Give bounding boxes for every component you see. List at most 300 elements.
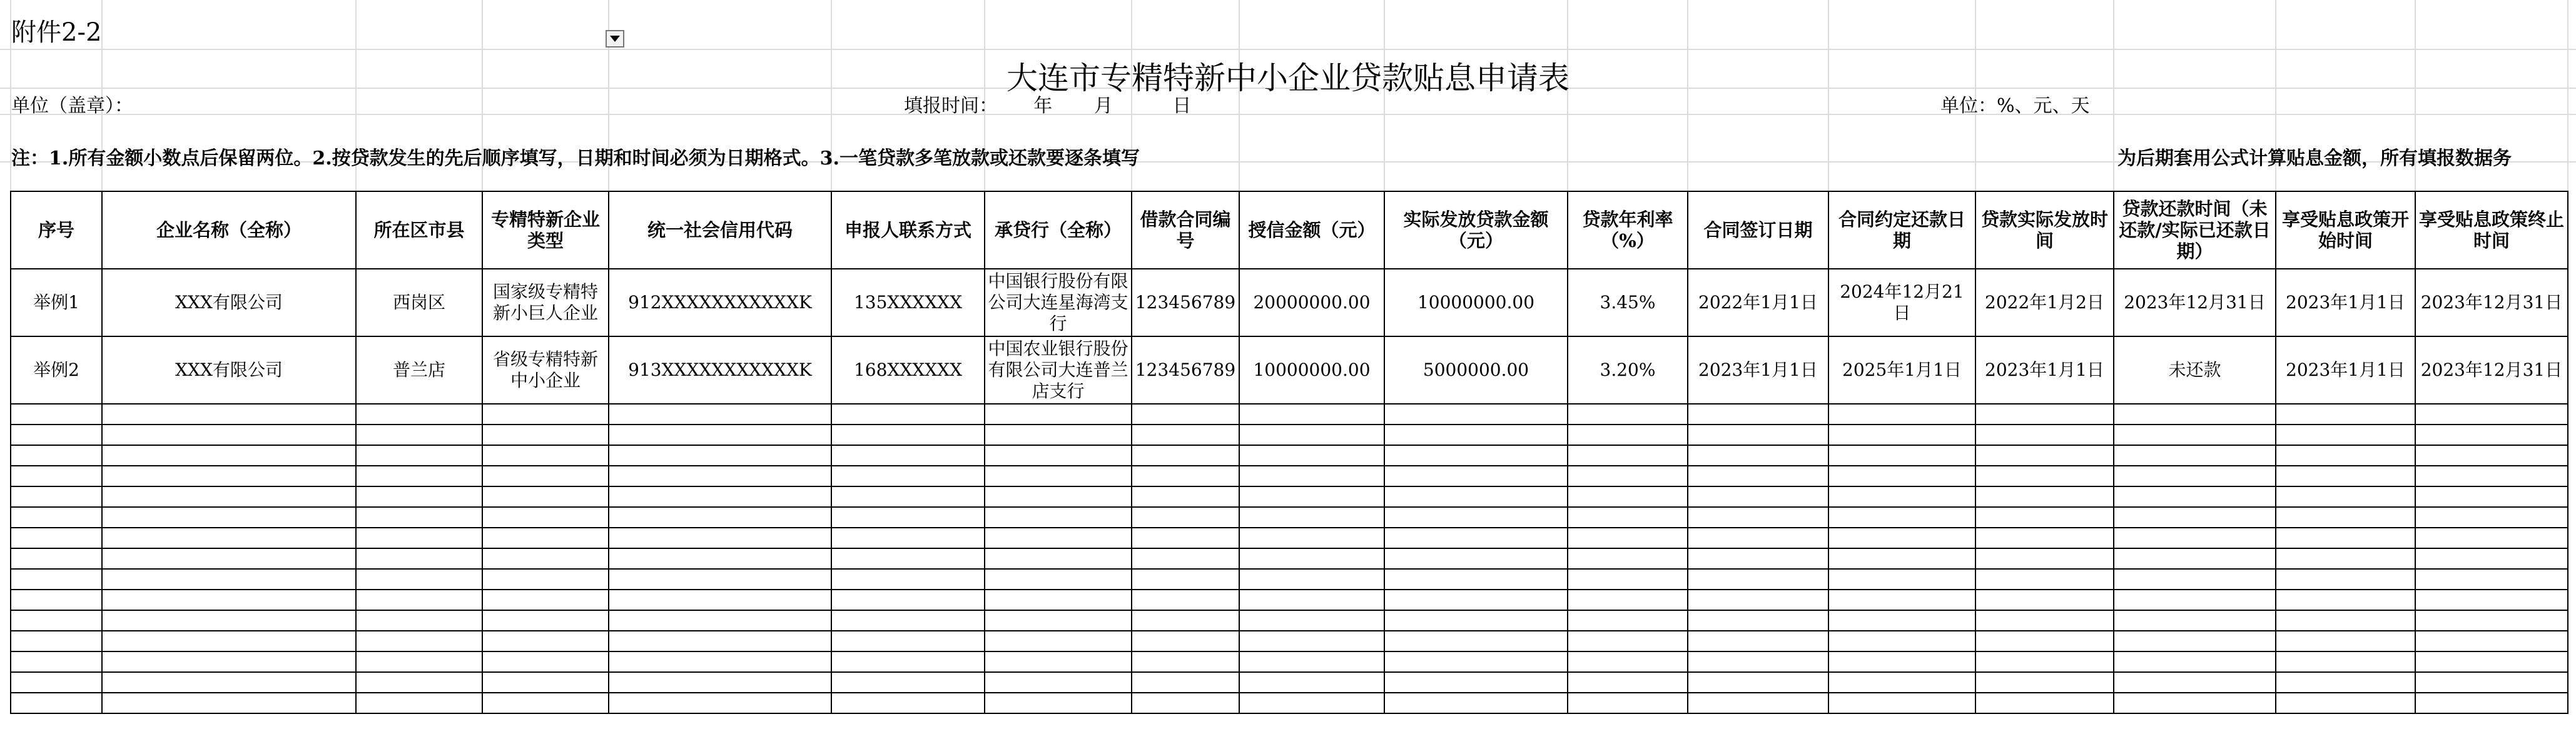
empty-cell[interactable] <box>482 466 609 486</box>
empty-cell[interactable] <box>2276 486 2415 507</box>
empty-cell[interactable] <box>102 507 356 528</box>
empty-cell[interactable] <box>985 693 1132 713</box>
dropdown-button[interactable] <box>606 30 624 48</box>
empty-cell[interactable] <box>1132 651 1239 672</box>
table-cell[interactable]: 2023年12月31日 <box>2415 336 2568 404</box>
empty-cell[interactable] <box>1828 548 1975 569</box>
table-cell[interactable]: 西岗区 <box>356 269 482 336</box>
empty-cell[interactable] <box>102 590 356 610</box>
empty-cell[interactable] <box>1568 631 1688 651</box>
table-cell[interactable]: 10000000.00 <box>1239 336 1384 404</box>
empty-cell[interactable] <box>2415 631 2568 651</box>
table-cell[interactable]: 普兰店 <box>356 336 482 404</box>
empty-cell[interactable] <box>1239 445 1384 466</box>
empty-cell[interactable] <box>11 466 102 486</box>
table-cell[interactable]: 168XXXXXX <box>831 336 985 404</box>
empty-cell[interactable] <box>609 569 831 590</box>
table-cell[interactable]: XXX有限公司 <box>102 336 356 404</box>
empty-cell[interactable] <box>356 569 482 590</box>
empty-cell[interactable] <box>1828 631 1975 651</box>
empty-cell[interactable] <box>1828 466 1975 486</box>
empty-cell[interactable] <box>1132 507 1239 528</box>
table-cell[interactable]: 5000000.00 <box>1384 336 1568 404</box>
empty-cell[interactable] <box>985 507 1132 528</box>
empty-cell[interactable] <box>11 693 102 713</box>
empty-cell[interactable] <box>1688 548 1828 569</box>
empty-cell[interactable] <box>609 507 831 528</box>
empty-cell[interactable] <box>1384 466 1568 486</box>
empty-cell[interactable] <box>2415 569 2568 590</box>
empty-cell[interactable] <box>102 445 356 466</box>
empty-cell[interactable] <box>1688 631 1828 651</box>
empty-cell[interactable] <box>1384 445 1568 466</box>
empty-cell[interactable] <box>985 486 1132 507</box>
empty-cell[interactable] <box>1132 466 1239 486</box>
empty-cell[interactable] <box>1688 569 1828 590</box>
empty-cell[interactable] <box>2276 651 2415 672</box>
empty-cell[interactable] <box>1975 610 2114 631</box>
empty-cell[interactable] <box>2114 528 2276 548</box>
empty-cell[interactable] <box>11 507 102 528</box>
header-cell[interactable]: 贷款实际发放时间 <box>1975 191 2114 269</box>
empty-cell[interactable] <box>1688 425 1828 445</box>
empty-cell[interactable] <box>2415 404 2568 425</box>
empty-cell[interactable] <box>482 507 609 528</box>
empty-cell[interactable] <box>1975 486 2114 507</box>
empty-cell[interactable] <box>1975 548 2114 569</box>
header-cell[interactable]: 序号 <box>11 191 102 269</box>
empty-cell[interactable] <box>2276 466 2415 486</box>
empty-cell[interactable] <box>831 404 985 425</box>
empty-cell[interactable] <box>2415 693 2568 713</box>
empty-cell[interactable] <box>985 631 1132 651</box>
empty-cell[interactable] <box>1132 548 1239 569</box>
empty-cell[interactable] <box>1239 651 1384 672</box>
empty-cell[interactable] <box>609 548 831 569</box>
empty-cell[interactable] <box>1975 672 2114 693</box>
empty-cell[interactable] <box>985 528 1132 548</box>
empty-cell[interactable] <box>1239 466 1384 486</box>
empty-cell[interactable] <box>356 631 482 651</box>
empty-cell[interactable] <box>482 404 609 425</box>
empty-cell[interactable] <box>356 466 482 486</box>
empty-cell[interactable] <box>985 466 1132 486</box>
empty-cell[interactable] <box>102 651 356 672</box>
empty-cell[interactable] <box>1239 425 1384 445</box>
empty-cell[interactable] <box>1568 445 1688 466</box>
empty-cell[interactable] <box>1975 693 2114 713</box>
empty-cell[interactable] <box>985 445 1132 466</box>
empty-cell[interactable] <box>482 631 609 651</box>
table-cell[interactable]: 135XXXXXX <box>831 269 985 336</box>
empty-cell[interactable] <box>609 486 831 507</box>
empty-cell[interactable] <box>2415 528 2568 548</box>
empty-cell[interactable] <box>1239 610 1384 631</box>
empty-cell[interactable] <box>1384 693 1568 713</box>
empty-cell[interactable] <box>2114 507 2276 528</box>
header-cell[interactable]: 专精特新企业类型 <box>482 191 609 269</box>
empty-cell[interactable] <box>1828 590 1975 610</box>
empty-cell[interactable] <box>609 651 831 672</box>
empty-cell[interactable] <box>482 651 609 672</box>
empty-cell[interactable] <box>11 548 102 569</box>
empty-cell[interactable] <box>2114 548 2276 569</box>
empty-cell[interactable] <box>831 528 985 548</box>
empty-cell[interactable] <box>482 672 609 693</box>
empty-cell[interactable] <box>2415 445 2568 466</box>
empty-cell[interactable] <box>1239 672 1384 693</box>
empty-cell[interactable] <box>1132 590 1239 610</box>
empty-cell[interactable] <box>11 528 102 548</box>
empty-cell[interactable] <box>1828 486 1975 507</box>
empty-cell[interactable] <box>1828 507 1975 528</box>
empty-cell[interactable] <box>1384 590 1568 610</box>
empty-cell[interactable] <box>1568 466 1688 486</box>
empty-cell[interactable] <box>1384 425 1568 445</box>
empty-cell[interactable] <box>1132 672 1239 693</box>
header-cell[interactable]: 统一社会信用代码 <box>609 191 831 269</box>
empty-cell[interactable] <box>2415 610 2568 631</box>
empty-cell[interactable] <box>831 693 985 713</box>
empty-cell[interactable] <box>1568 404 1688 425</box>
empty-cell[interactable] <box>1828 672 1975 693</box>
empty-cell[interactable] <box>1688 590 1828 610</box>
empty-cell[interactable] <box>356 672 482 693</box>
empty-cell[interactable] <box>482 425 609 445</box>
empty-cell[interactable] <box>1239 507 1384 528</box>
empty-cell[interactable] <box>1132 610 1239 631</box>
empty-cell[interactable] <box>609 528 831 548</box>
table-cell[interactable]: 10000000.00 <box>1384 269 1568 336</box>
empty-cell[interactable] <box>1828 445 1975 466</box>
empty-cell[interactable] <box>1975 651 2114 672</box>
empty-cell[interactable] <box>831 569 985 590</box>
table-cell[interactable]: 912XXXXXXXXXXXK <box>609 269 831 336</box>
header-cell[interactable]: 贷款还款时间（未还款/实际已还款日期） <box>2114 191 2276 269</box>
table-cell[interactable]: 举例1 <box>11 269 102 336</box>
empty-cell[interactable] <box>831 486 985 507</box>
empty-cell[interactable] <box>831 548 985 569</box>
empty-cell[interactable] <box>102 610 356 631</box>
empty-cell[interactable] <box>1975 590 2114 610</box>
empty-cell[interactable] <box>1688 404 1828 425</box>
empty-cell[interactable] <box>1828 425 1975 445</box>
empty-cell[interactable] <box>985 651 1132 672</box>
empty-cell[interactable] <box>2276 548 2415 569</box>
empty-cell[interactable] <box>356 590 482 610</box>
empty-cell[interactable] <box>11 610 102 631</box>
empty-cell[interactable] <box>609 466 831 486</box>
empty-cell[interactable] <box>985 569 1132 590</box>
empty-cell[interactable] <box>2114 404 2276 425</box>
empty-cell[interactable] <box>482 693 609 713</box>
empty-cell[interactable] <box>356 610 482 631</box>
empty-cell[interactable] <box>831 651 985 672</box>
empty-cell[interactable] <box>2114 445 2276 466</box>
empty-cell[interactable] <box>102 672 356 693</box>
empty-cell[interactable] <box>609 631 831 651</box>
empty-cell[interactable] <box>2276 507 2415 528</box>
empty-cell[interactable] <box>1568 425 1688 445</box>
header-cell[interactable]: 企业名称（全称） <box>102 191 356 269</box>
empty-cell[interactable] <box>831 445 985 466</box>
empty-cell[interactable] <box>1239 548 1384 569</box>
empty-cell[interactable] <box>2114 569 2276 590</box>
empty-cell[interactable] <box>1975 528 2114 548</box>
table-cell[interactable]: 2023年1月1日 <box>1975 336 2114 404</box>
empty-cell[interactable] <box>356 693 482 713</box>
empty-cell[interactable] <box>2415 466 2568 486</box>
empty-cell[interactable] <box>831 631 985 651</box>
empty-cell[interactable] <box>1132 486 1239 507</box>
table-cell[interactable]: 123456789 <box>1132 336 1239 404</box>
table-cell[interactable]: 20000000.00 <box>1239 269 1384 336</box>
empty-cell[interactable] <box>102 548 356 569</box>
empty-cell[interactable] <box>609 404 831 425</box>
header-cell[interactable]: 借款合同编号 <box>1132 191 1239 269</box>
empty-cell[interactable] <box>1132 425 1239 445</box>
empty-cell[interactable] <box>1975 507 2114 528</box>
empty-cell[interactable] <box>1828 693 1975 713</box>
empty-cell[interactable] <box>2276 590 2415 610</box>
empty-cell[interactable] <box>2114 672 2276 693</box>
empty-cell[interactable] <box>831 507 985 528</box>
empty-cell[interactable] <box>1568 528 1688 548</box>
empty-cell[interactable] <box>1132 404 1239 425</box>
empty-cell[interactable] <box>1568 590 1688 610</box>
empty-cell[interactable] <box>1384 672 1568 693</box>
empty-cell[interactable] <box>2114 631 2276 651</box>
header-cell[interactable]: 所在区市县 <box>356 191 482 269</box>
empty-cell[interactable] <box>1568 651 1688 672</box>
empty-cell[interactable] <box>2114 466 2276 486</box>
table-cell[interactable]: 2023年12月31日 <box>2114 269 2276 336</box>
empty-cell[interactable] <box>985 404 1132 425</box>
empty-cell[interactable] <box>102 528 356 548</box>
empty-cell[interactable] <box>1688 693 1828 713</box>
empty-cell[interactable] <box>609 425 831 445</box>
header-cell[interactable]: 合同签订日期 <box>1688 191 1828 269</box>
empty-cell[interactable] <box>356 425 482 445</box>
empty-cell[interactable] <box>1384 631 1568 651</box>
empty-cell[interactable] <box>2276 631 2415 651</box>
empty-cell[interactable] <box>11 486 102 507</box>
empty-cell[interactable] <box>1688 651 1828 672</box>
empty-cell[interactable] <box>356 528 482 548</box>
empty-cell[interactable] <box>1975 404 2114 425</box>
empty-cell[interactable] <box>1132 693 1239 713</box>
empty-cell[interactable] <box>1975 466 2114 486</box>
empty-cell[interactable] <box>482 569 609 590</box>
empty-cell[interactable] <box>985 425 1132 445</box>
table-cell[interactable]: 2024年12月21日 <box>1828 269 1975 336</box>
empty-cell[interactable] <box>2114 651 2276 672</box>
empty-cell[interactable] <box>1384 610 1568 631</box>
empty-cell[interactable] <box>1688 486 1828 507</box>
empty-cell[interactable] <box>1688 610 1828 631</box>
empty-cell[interactable] <box>2276 445 2415 466</box>
empty-cell[interactable] <box>11 445 102 466</box>
empty-cell[interactable] <box>102 693 356 713</box>
empty-cell[interactable] <box>1384 548 1568 569</box>
empty-cell[interactable] <box>1239 693 1384 713</box>
table-cell[interactable]: 国家级专精特新小巨人企业 <box>482 269 609 336</box>
empty-cell[interactable] <box>2415 651 2568 672</box>
table-cell[interactable]: XXX有限公司 <box>102 269 356 336</box>
empty-cell[interactable] <box>2415 672 2568 693</box>
empty-cell[interactable] <box>102 486 356 507</box>
empty-cell[interactable] <box>985 672 1132 693</box>
empty-cell[interactable] <box>1688 528 1828 548</box>
header-cell[interactable]: 享受贴息政策开始时间 <box>2276 191 2415 269</box>
empty-cell[interactable] <box>985 548 1132 569</box>
empty-cell[interactable] <box>1688 672 1828 693</box>
table-cell[interactable]: 中国银行股份有限公司大连星海湾支行 <box>985 269 1132 336</box>
empty-cell[interactable] <box>1239 590 1384 610</box>
empty-cell[interactable] <box>2114 610 2276 631</box>
empty-cell[interactable] <box>1975 445 2114 466</box>
empty-cell[interactable] <box>11 425 102 445</box>
empty-cell[interactable] <box>2415 548 2568 569</box>
empty-cell[interactable] <box>1384 569 1568 590</box>
empty-cell[interactable] <box>2276 693 2415 713</box>
table-cell[interactable]: 未还款 <box>2114 336 2276 404</box>
empty-cell[interactable] <box>356 507 482 528</box>
empty-cell[interactable] <box>2276 610 2415 631</box>
empty-cell[interactable] <box>1688 445 1828 466</box>
empty-cell[interactable] <box>2114 486 2276 507</box>
table-cell[interactable]: 2022年1月2日 <box>1975 269 2114 336</box>
empty-cell[interactable] <box>1239 569 1384 590</box>
empty-cell[interactable] <box>1384 507 1568 528</box>
table-cell[interactable]: 省级专精特新中小企业 <box>482 336 609 404</box>
header-cell[interactable]: 贷款年利率（%） <box>1568 191 1688 269</box>
empty-cell[interactable] <box>2415 590 2568 610</box>
table-cell[interactable]: 2023年1月1日 <box>2276 269 2415 336</box>
empty-cell[interactable] <box>1132 631 1239 651</box>
empty-cell[interactable] <box>2276 404 2415 425</box>
empty-cell[interactable] <box>2276 425 2415 445</box>
empty-cell[interactable] <box>1239 528 1384 548</box>
empty-cell[interactable] <box>1384 528 1568 548</box>
empty-cell[interactable] <box>831 466 985 486</box>
empty-cell[interactable] <box>1975 569 2114 590</box>
empty-cell[interactable] <box>831 425 985 445</box>
empty-cell[interactable] <box>1384 486 1568 507</box>
empty-cell[interactable] <box>831 672 985 693</box>
empty-cell[interactable] <box>356 651 482 672</box>
empty-cell[interactable] <box>356 445 482 466</box>
table-cell[interactable]: 123456789 <box>1132 269 1239 336</box>
empty-cell[interactable] <box>2415 507 2568 528</box>
empty-cell[interactable] <box>1828 569 1975 590</box>
empty-cell[interactable] <box>102 631 356 651</box>
empty-cell[interactable] <box>2276 569 2415 590</box>
empty-cell[interactable] <box>609 445 831 466</box>
header-cell[interactable]: 申报人联系方式 <box>831 191 985 269</box>
empty-cell[interactable] <box>985 610 1132 631</box>
empty-cell[interactable] <box>482 548 609 569</box>
empty-cell[interactable] <box>482 486 609 507</box>
table-cell[interactable]: 3.45% <box>1568 269 1688 336</box>
empty-cell[interactable] <box>831 590 985 610</box>
table-cell[interactable]: 2025年1月1日 <box>1828 336 1975 404</box>
header-cell[interactable]: 合同约定还款日期 <box>1828 191 1975 269</box>
empty-cell[interactable] <box>102 466 356 486</box>
empty-cell[interactable] <box>356 486 482 507</box>
empty-cell[interactable] <box>356 548 482 569</box>
empty-cell[interactable] <box>1975 631 2114 651</box>
empty-cell[interactable] <box>2415 425 2568 445</box>
empty-cell[interactable] <box>482 610 609 631</box>
empty-cell[interactable] <box>482 590 609 610</box>
empty-cell[interactable] <box>102 425 356 445</box>
header-cell[interactable]: 享受贴息政策终止时间 <box>2415 191 2568 269</box>
empty-cell[interactable] <box>2114 590 2276 610</box>
empty-cell[interactable] <box>11 651 102 672</box>
empty-cell[interactable] <box>1568 486 1688 507</box>
table-cell[interactable]: 举例2 <box>11 336 102 404</box>
table-cell[interactable]: 2023年1月1日 <box>1688 336 1828 404</box>
empty-cell[interactable] <box>11 590 102 610</box>
table-cell[interactable]: 3.20% <box>1568 336 1688 404</box>
empty-cell[interactable] <box>609 693 831 713</box>
empty-cell[interactable] <box>1568 610 1688 631</box>
empty-cell[interactable] <box>2276 528 2415 548</box>
empty-cell[interactable] <box>2114 693 2276 713</box>
empty-cell[interactable] <box>11 631 102 651</box>
empty-cell[interactable] <box>1132 569 1239 590</box>
header-cell[interactable]: 实际发放贷款金额（元） <box>1384 191 1568 269</box>
empty-cell[interactable] <box>1568 548 1688 569</box>
header-cell[interactable]: 授信金额（元） <box>1239 191 1384 269</box>
empty-cell[interactable] <box>985 590 1132 610</box>
empty-cell[interactable] <box>102 569 356 590</box>
empty-cell[interactable] <box>1568 693 1688 713</box>
empty-cell[interactable] <box>1568 672 1688 693</box>
empty-cell[interactable] <box>1239 631 1384 651</box>
table-cell[interactable]: 中国农业银行股份有限公司大连普兰店支行 <box>985 336 1132 404</box>
empty-cell[interactable] <box>1384 651 1568 672</box>
empty-cell[interactable] <box>1132 528 1239 548</box>
table-cell[interactable]: 2022年1月1日 <box>1688 269 1828 336</box>
empty-cell[interactable] <box>11 672 102 693</box>
empty-cell[interactable] <box>1568 569 1688 590</box>
empty-cell[interactable] <box>356 404 482 425</box>
empty-cell[interactable] <box>1688 466 1828 486</box>
empty-cell[interactable] <box>1384 404 1568 425</box>
table-cell[interactable]: 2023年12月31日 <box>2415 269 2568 336</box>
empty-cell[interactable] <box>1688 507 1828 528</box>
empty-cell[interactable] <box>2276 672 2415 693</box>
empty-cell[interactable] <box>1132 445 1239 466</box>
empty-cell[interactable] <box>11 569 102 590</box>
empty-cell[interactable] <box>2114 425 2276 445</box>
empty-cell[interactable] <box>1828 528 1975 548</box>
empty-cell[interactable] <box>102 404 356 425</box>
empty-cell[interactable] <box>609 672 831 693</box>
header-cell[interactable]: 承贷行（全称） <box>985 191 1132 269</box>
empty-cell[interactable] <box>1975 425 2114 445</box>
empty-cell[interactable] <box>11 404 102 425</box>
empty-cell[interactable] <box>1568 507 1688 528</box>
empty-cell[interactable] <box>2415 486 2568 507</box>
table-cell[interactable]: 913XXXXXXXXXXXK <box>609 336 831 404</box>
empty-cell[interactable] <box>482 445 609 466</box>
empty-cell[interactable] <box>609 610 831 631</box>
empty-cell[interactable] <box>1239 486 1384 507</box>
empty-cell[interactable] <box>1828 610 1975 631</box>
